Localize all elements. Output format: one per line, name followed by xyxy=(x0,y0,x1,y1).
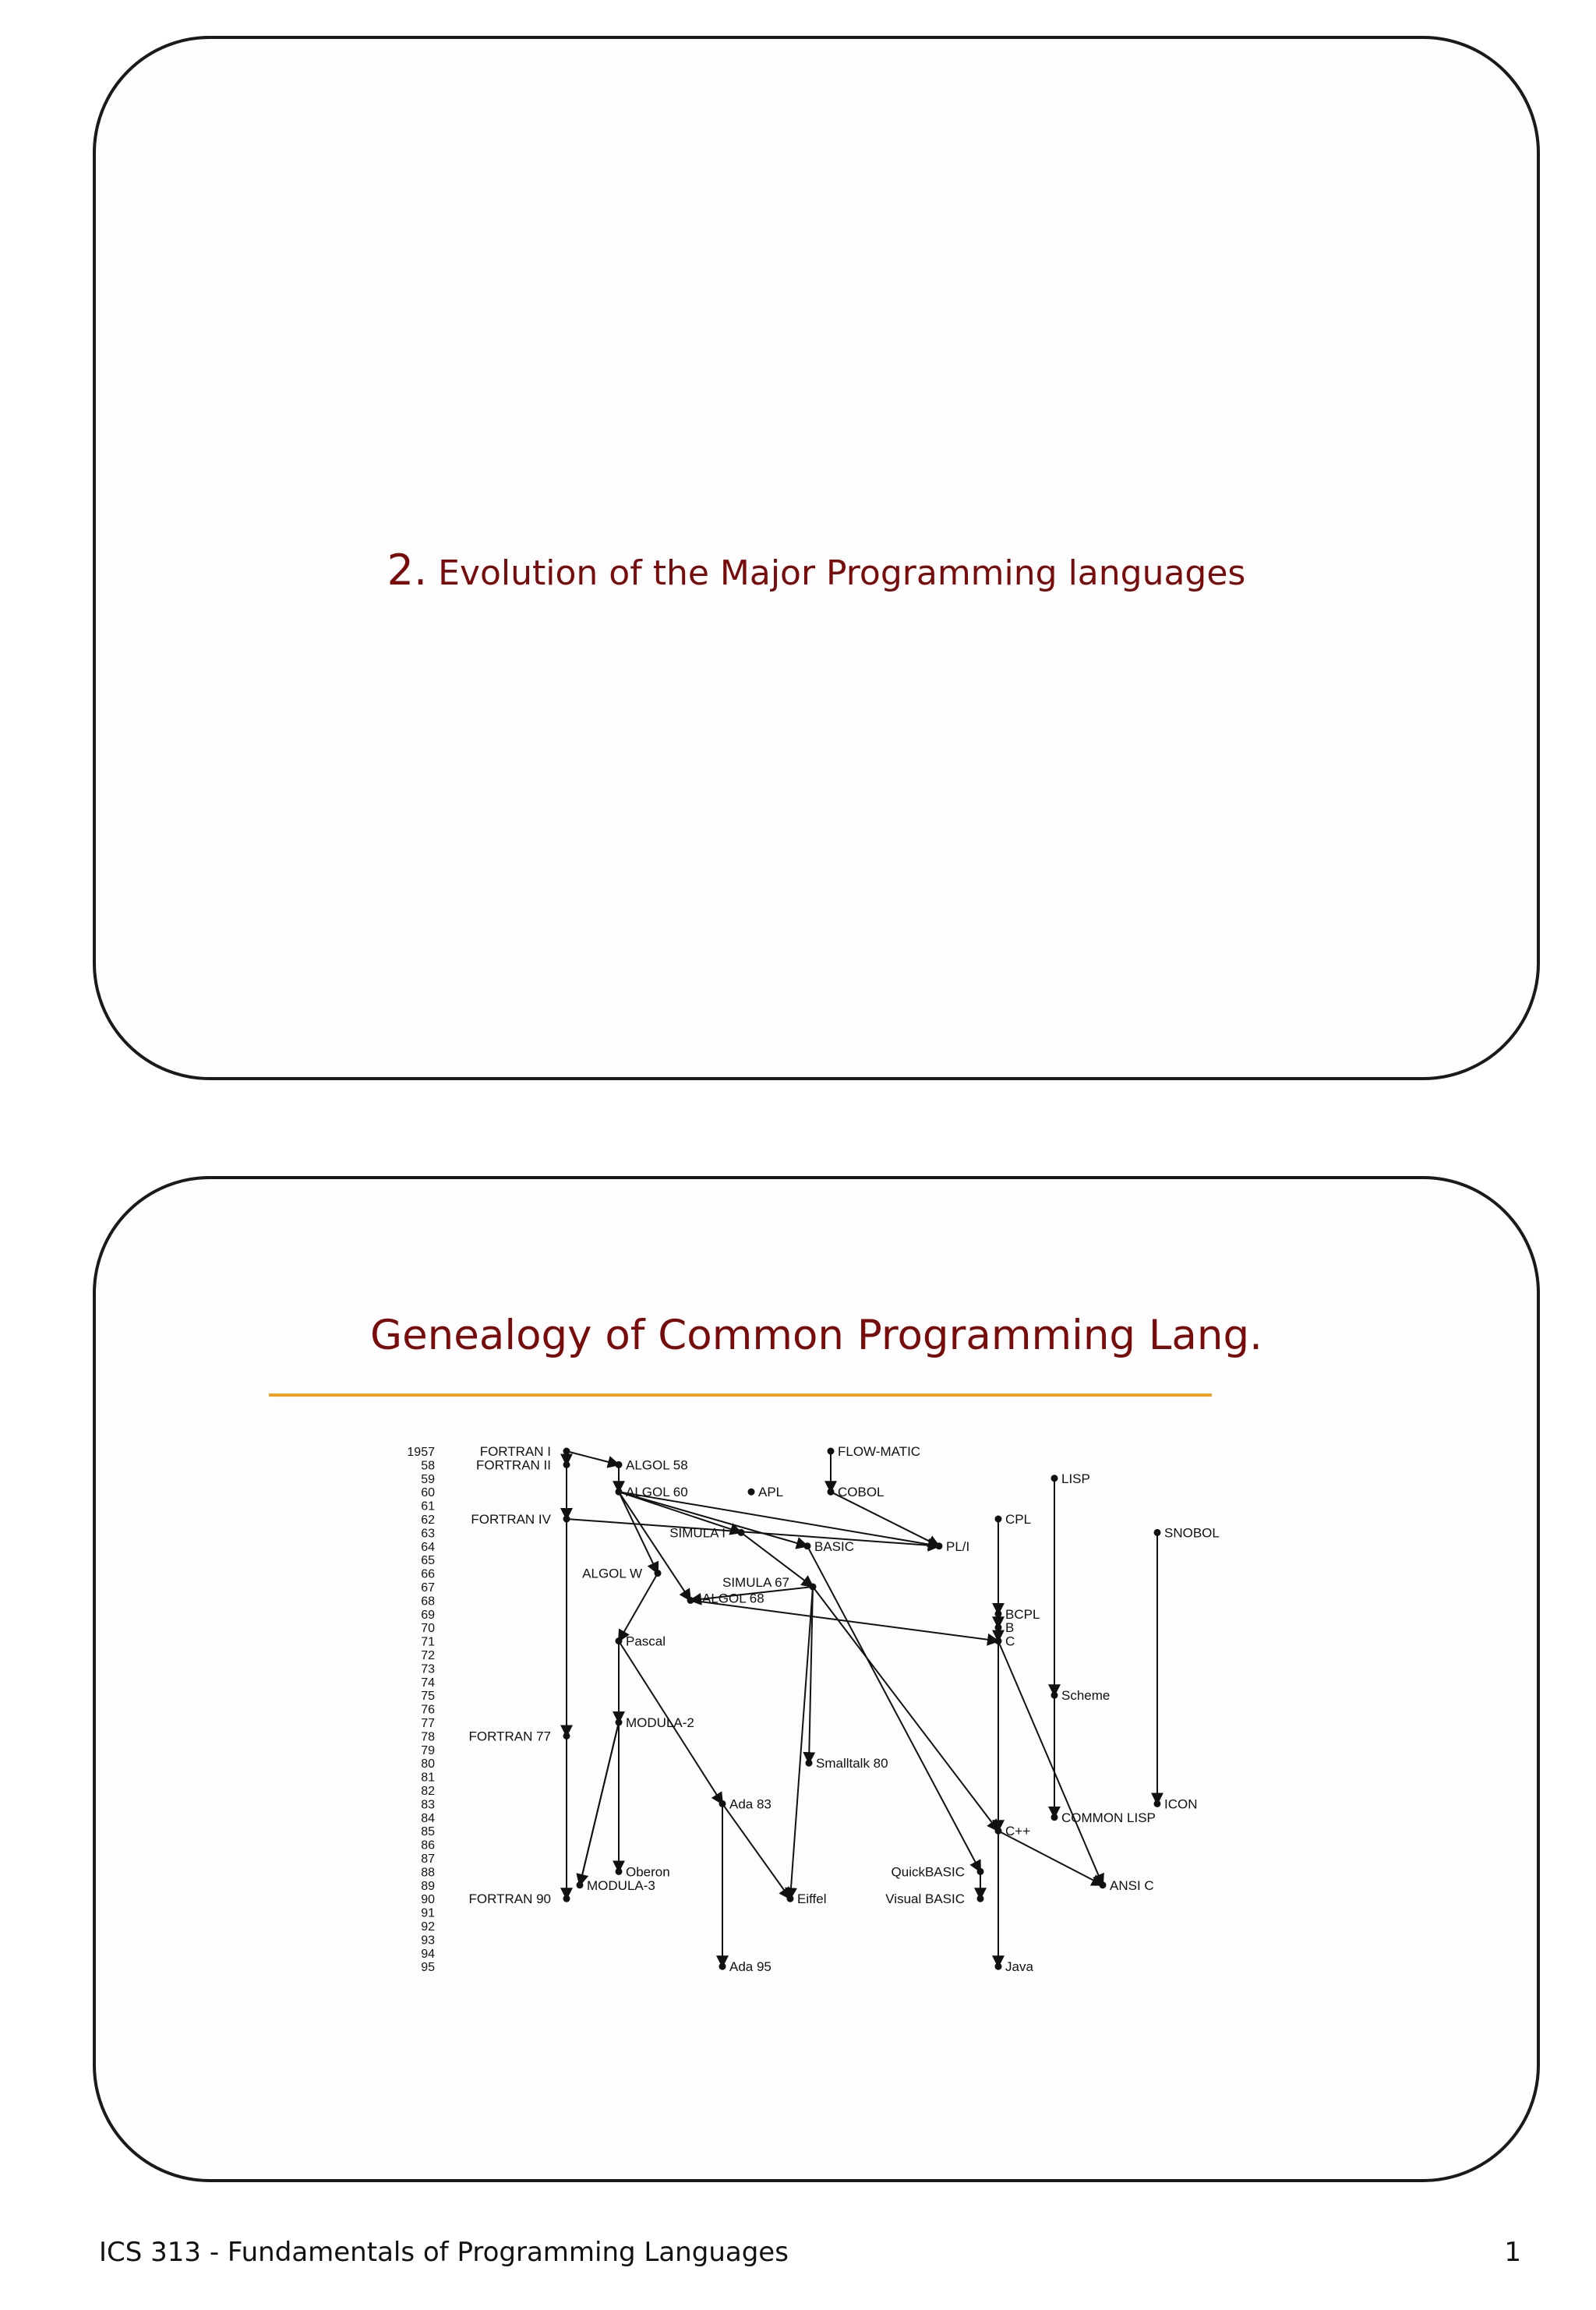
language-node xyxy=(1051,1814,1058,1821)
language-node xyxy=(995,1610,1002,1617)
language-node xyxy=(936,1542,943,1549)
language-node xyxy=(687,1597,694,1604)
year-label: 66 xyxy=(421,1567,435,1581)
language-node xyxy=(1051,1692,1058,1699)
language-node xyxy=(1154,1529,1161,1536)
year-label: 78 xyxy=(421,1730,435,1744)
language-node xyxy=(748,1489,755,1496)
footer-course: ICS 313 - Fundamentals of Programming Languages xyxy=(99,2237,789,2268)
derivation-edge xyxy=(831,1492,939,1546)
year-label: 75 xyxy=(421,1690,435,1704)
language-node xyxy=(719,1963,726,1970)
year-label: 70 xyxy=(421,1622,435,1636)
language-label: SIMULA 67 xyxy=(722,1575,789,1590)
year-label: 79 xyxy=(421,1743,435,1757)
language-label: PL/I xyxy=(946,1538,970,1554)
year-label: 89 xyxy=(421,1879,435,1893)
year-label: 67 xyxy=(421,1581,435,1595)
year-label: 72 xyxy=(421,1649,435,1662)
derivation-edge xyxy=(619,1574,658,1641)
language-node xyxy=(995,1624,1002,1631)
language-label: QuickBASIC xyxy=(891,1864,965,1880)
language-node xyxy=(719,1800,726,1807)
year-label: 77 xyxy=(421,1717,435,1730)
language-label: FORTRAN I xyxy=(479,1444,551,1459)
language-node xyxy=(995,1828,1002,1835)
section-number: 2. xyxy=(387,546,428,595)
language-node xyxy=(804,1542,811,1549)
year-label: 61 xyxy=(421,1499,435,1514)
language-label: Pascal xyxy=(626,1634,666,1649)
year-label: 93 xyxy=(421,1934,435,1948)
year-label: 83 xyxy=(421,1798,435,1812)
language-label: APL xyxy=(758,1485,784,1500)
language-node xyxy=(616,1637,623,1644)
year-label: 81 xyxy=(421,1771,435,1785)
language-node xyxy=(1154,1800,1161,1807)
derivation-edge xyxy=(813,1587,998,1831)
year-label: 58 xyxy=(421,1459,435,1473)
language-node xyxy=(563,1895,570,1902)
section-title: Evolution of the Major Programming languages xyxy=(438,553,1246,593)
year-label: 60 xyxy=(421,1486,435,1500)
language-label: ICON xyxy=(1164,1796,1198,1812)
language-node xyxy=(977,1868,984,1875)
year-label: 76 xyxy=(421,1703,435,1717)
year-label: 87 xyxy=(421,1853,435,1866)
derivation-edge xyxy=(807,1546,980,1872)
year-label: 86 xyxy=(421,1838,435,1853)
language-label: MODULA-2 xyxy=(626,1715,694,1730)
derivation-edge xyxy=(690,1600,998,1641)
year-label: 59 xyxy=(421,1472,435,1486)
language-node xyxy=(787,1895,794,1902)
language-label: Visual BASIC xyxy=(885,1891,965,1907)
year-label: 1957 xyxy=(407,1446,435,1459)
language-label: BCPL xyxy=(1005,1606,1040,1622)
language-node xyxy=(810,1584,817,1591)
language-label: ALGOL 58 xyxy=(626,1457,688,1473)
language-node xyxy=(828,1448,835,1455)
language-node xyxy=(806,1760,813,1767)
language-label: SNOBOL xyxy=(1164,1525,1220,1541)
derivation-edge xyxy=(567,1451,619,1464)
derivation-edge xyxy=(580,1722,619,1885)
language-node xyxy=(828,1489,835,1496)
language-label: Eiffel xyxy=(797,1891,827,1907)
language-label: COMMON LISP xyxy=(1061,1810,1156,1825)
language-node xyxy=(616,1719,623,1726)
year-label: 63 xyxy=(421,1527,435,1541)
language-node xyxy=(563,1516,570,1523)
language-label: FORTRAN IV xyxy=(471,1512,551,1527)
language-label: B xyxy=(1005,1620,1015,1636)
year-label: 73 xyxy=(421,1662,435,1676)
year-label: 68 xyxy=(421,1595,435,1609)
language-label: Ada 95 xyxy=(729,1959,772,1975)
language-node xyxy=(977,1895,984,1902)
year-label: 62 xyxy=(421,1514,435,1527)
language-label: Scheme xyxy=(1061,1688,1110,1704)
language-label: FORTRAN 90 xyxy=(468,1891,551,1907)
language-label: ALGOL W xyxy=(582,1566,642,1581)
language-node xyxy=(616,1489,623,1496)
language-node xyxy=(616,1461,623,1468)
language-node xyxy=(995,1637,1002,1644)
language-label: Java xyxy=(1005,1959,1033,1975)
year-label: 65 xyxy=(421,1554,435,1568)
language-node xyxy=(1051,1475,1058,1482)
language-node xyxy=(563,1448,570,1455)
year-label: 69 xyxy=(421,1608,435,1622)
language-label: C++ xyxy=(1005,1824,1031,1839)
year-label: 64 xyxy=(421,1540,435,1554)
footer-page-number: 1 xyxy=(1504,2237,1521,2268)
language-label: SIMULA I xyxy=(669,1525,726,1541)
derivation-edge xyxy=(998,1831,1103,1885)
language-label: C xyxy=(1005,1634,1015,1649)
year-label: 74 xyxy=(421,1676,435,1690)
language-label: Smalltalk 80 xyxy=(816,1756,888,1771)
year-label: 92 xyxy=(421,1920,435,1934)
derivation-edge xyxy=(722,1803,790,1899)
year-label: 80 xyxy=(421,1757,435,1771)
language-label: ANSI C xyxy=(1110,1877,1154,1893)
language-node xyxy=(577,1881,584,1888)
language-node xyxy=(738,1529,745,1536)
derivation-edge xyxy=(619,1492,690,1600)
language-node xyxy=(616,1868,623,1875)
language-label: BASIC xyxy=(814,1538,855,1554)
derivation-edge xyxy=(998,1641,1103,1885)
language-label: ALGOL 68 xyxy=(702,1591,764,1606)
derivation-edge xyxy=(619,1492,658,1573)
year-label: 90 xyxy=(421,1893,435,1907)
language-label: FLOW-MATIC xyxy=(838,1444,921,1459)
language-node xyxy=(1100,1881,1107,1888)
language-label: COBOL xyxy=(838,1485,885,1500)
language-node xyxy=(563,1732,570,1740)
language-label: Ada 83 xyxy=(729,1796,772,1812)
language-label: MODULA-3 xyxy=(587,1877,655,1893)
year-label: 88 xyxy=(421,1866,435,1880)
language-node xyxy=(563,1461,570,1468)
year-label: 71 xyxy=(421,1635,435,1649)
year-label: 82 xyxy=(421,1785,435,1798)
year-label: 95 xyxy=(421,1961,435,1975)
year-label: 94 xyxy=(421,1947,435,1961)
language-label: ALGOL 60 xyxy=(626,1485,688,1500)
year-label: 85 xyxy=(421,1825,435,1839)
language-node xyxy=(995,1963,1002,1970)
language-label: FORTRAN II xyxy=(475,1457,551,1473)
language-label: LISP xyxy=(1061,1471,1090,1486)
language-label: CPL xyxy=(1005,1512,1032,1527)
language-label: Oberon xyxy=(626,1864,670,1880)
year-label: 84 xyxy=(421,1811,435,1825)
slide-2-title: Genealogy of Common Programming Lang. xyxy=(370,1312,1262,1359)
year-label: 91 xyxy=(421,1906,435,1920)
language-label: FORTRAN 77 xyxy=(468,1729,551,1744)
language-node xyxy=(655,1570,662,1577)
language-node xyxy=(995,1516,1002,1523)
